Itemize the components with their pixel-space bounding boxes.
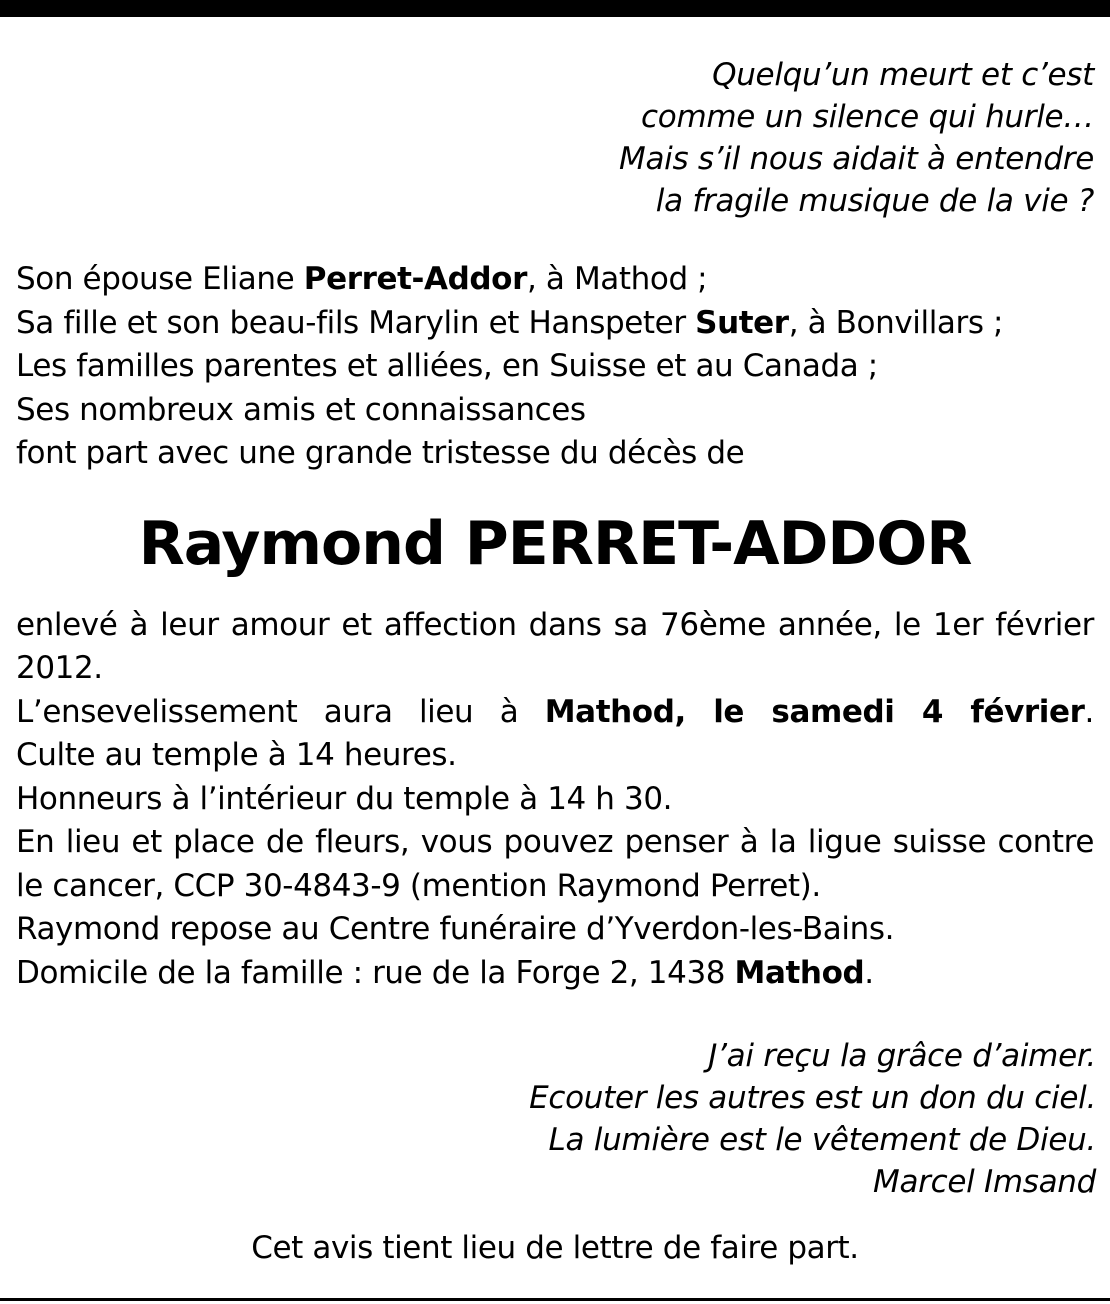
- daughter-surname: Suter: [695, 304, 789, 341]
- notice-text: Cet avis tient lieu de lettre de faire part.: [251, 1230, 859, 1266]
- domicile-town: Mathod: [734, 954, 865, 991]
- domicile-prefix: Domicile de la famille : rue de la Forge 2, 1438: [16, 954, 735, 991]
- daughter-line: [16, 302, 1094, 346]
- spouse-surname: Perret-Addor: [303, 261, 527, 297]
- daughter-suffix: , à Bonvillars ;: [788, 304, 1004, 341]
- passing-text: enlevé à leur amour et affection dans sa 76ème année, le 1er février 2012.: [16, 606, 1094, 686]
- burial-prefix: L’ensevelissement aura lieu à: [16, 693, 545, 730]
- funeral-details: [16, 604, 1094, 996]
- opening-poem-line-3: Mais s’il nous aidait à entendre: [619, 141, 1094, 177]
- bottom-border-rule: [0, 1298, 1110, 1301]
- announcement-line: font part avec une grande tristesse du décès de: [16, 435, 745, 471]
- closing-poem-line-2: Ecouter les autres est un don du ciel.: [529, 1080, 1096, 1116]
- donation-text: En lieu et place de fleurs, vous pouvez penser à la ligue suisse contre le cancer, CCP 30-4843-9 (mention Raymond Perret).: [16, 824, 1094, 904]
- closing-poem-line-3: La lumière est le vêtement de Dieu.: [548, 1122, 1096, 1158]
- spouse-prefix: Son épouse Eliane: [16, 261, 304, 297]
- spouse-line: [16, 258, 1094, 302]
- resting-text: Raymond repose au Centre funéraire d’Yverdon-les-Bains.: [16, 911, 895, 947]
- burial-suffix: .: [1084, 693, 1094, 730]
- honours-text: Honneurs à l’intérieur du temple à 14 h 30.: [16, 780, 673, 817]
- top-border-rule: [0, 0, 1110, 17]
- closing-poem: [16, 1035, 1096, 1203]
- opening-poem-line-1: Quelqu’un meurt et c’est: [712, 57, 1094, 93]
- friends-line: Ses nombreux amis et connaissances: [16, 391, 586, 428]
- closing-poem-line-1: J’ai reçu la grâce d’aimer.: [708, 1038, 1096, 1074]
- closing-poem-author: Marcel Imsand: [873, 1164, 1096, 1200]
- burial-line: [16, 691, 1094, 735]
- opening-poem: [16, 54, 1094, 222]
- domicile-suffix: .: [864, 954, 874, 991]
- relatives-line: Les familles parentes et alliées, en Suisse et au Canada ;: [16, 348, 878, 384]
- family-announcement: [16, 258, 1094, 476]
- spouse-suffix: , à Mathod ;: [526, 261, 708, 297]
- domicile-line: [16, 952, 1094, 996]
- obituary-notice: [16, 54, 1094, 1269]
- burial-place-date: Mathod, le samedi 4 février: [544, 693, 1085, 730]
- deceased-name: Raymond PERRET-ADDOR: [138, 508, 972, 579]
- opening-poem-line-2: comme un silence qui hurle…: [641, 99, 1094, 135]
- opening-poem-line-4: la fragile musique de la vie ?: [655, 183, 1094, 219]
- daughter-prefix: Sa fille et son beau-fils Marylin et Hanspeter: [16, 304, 696, 341]
- service-text: Culte au temple à 14 heures.: [16, 737, 457, 773]
